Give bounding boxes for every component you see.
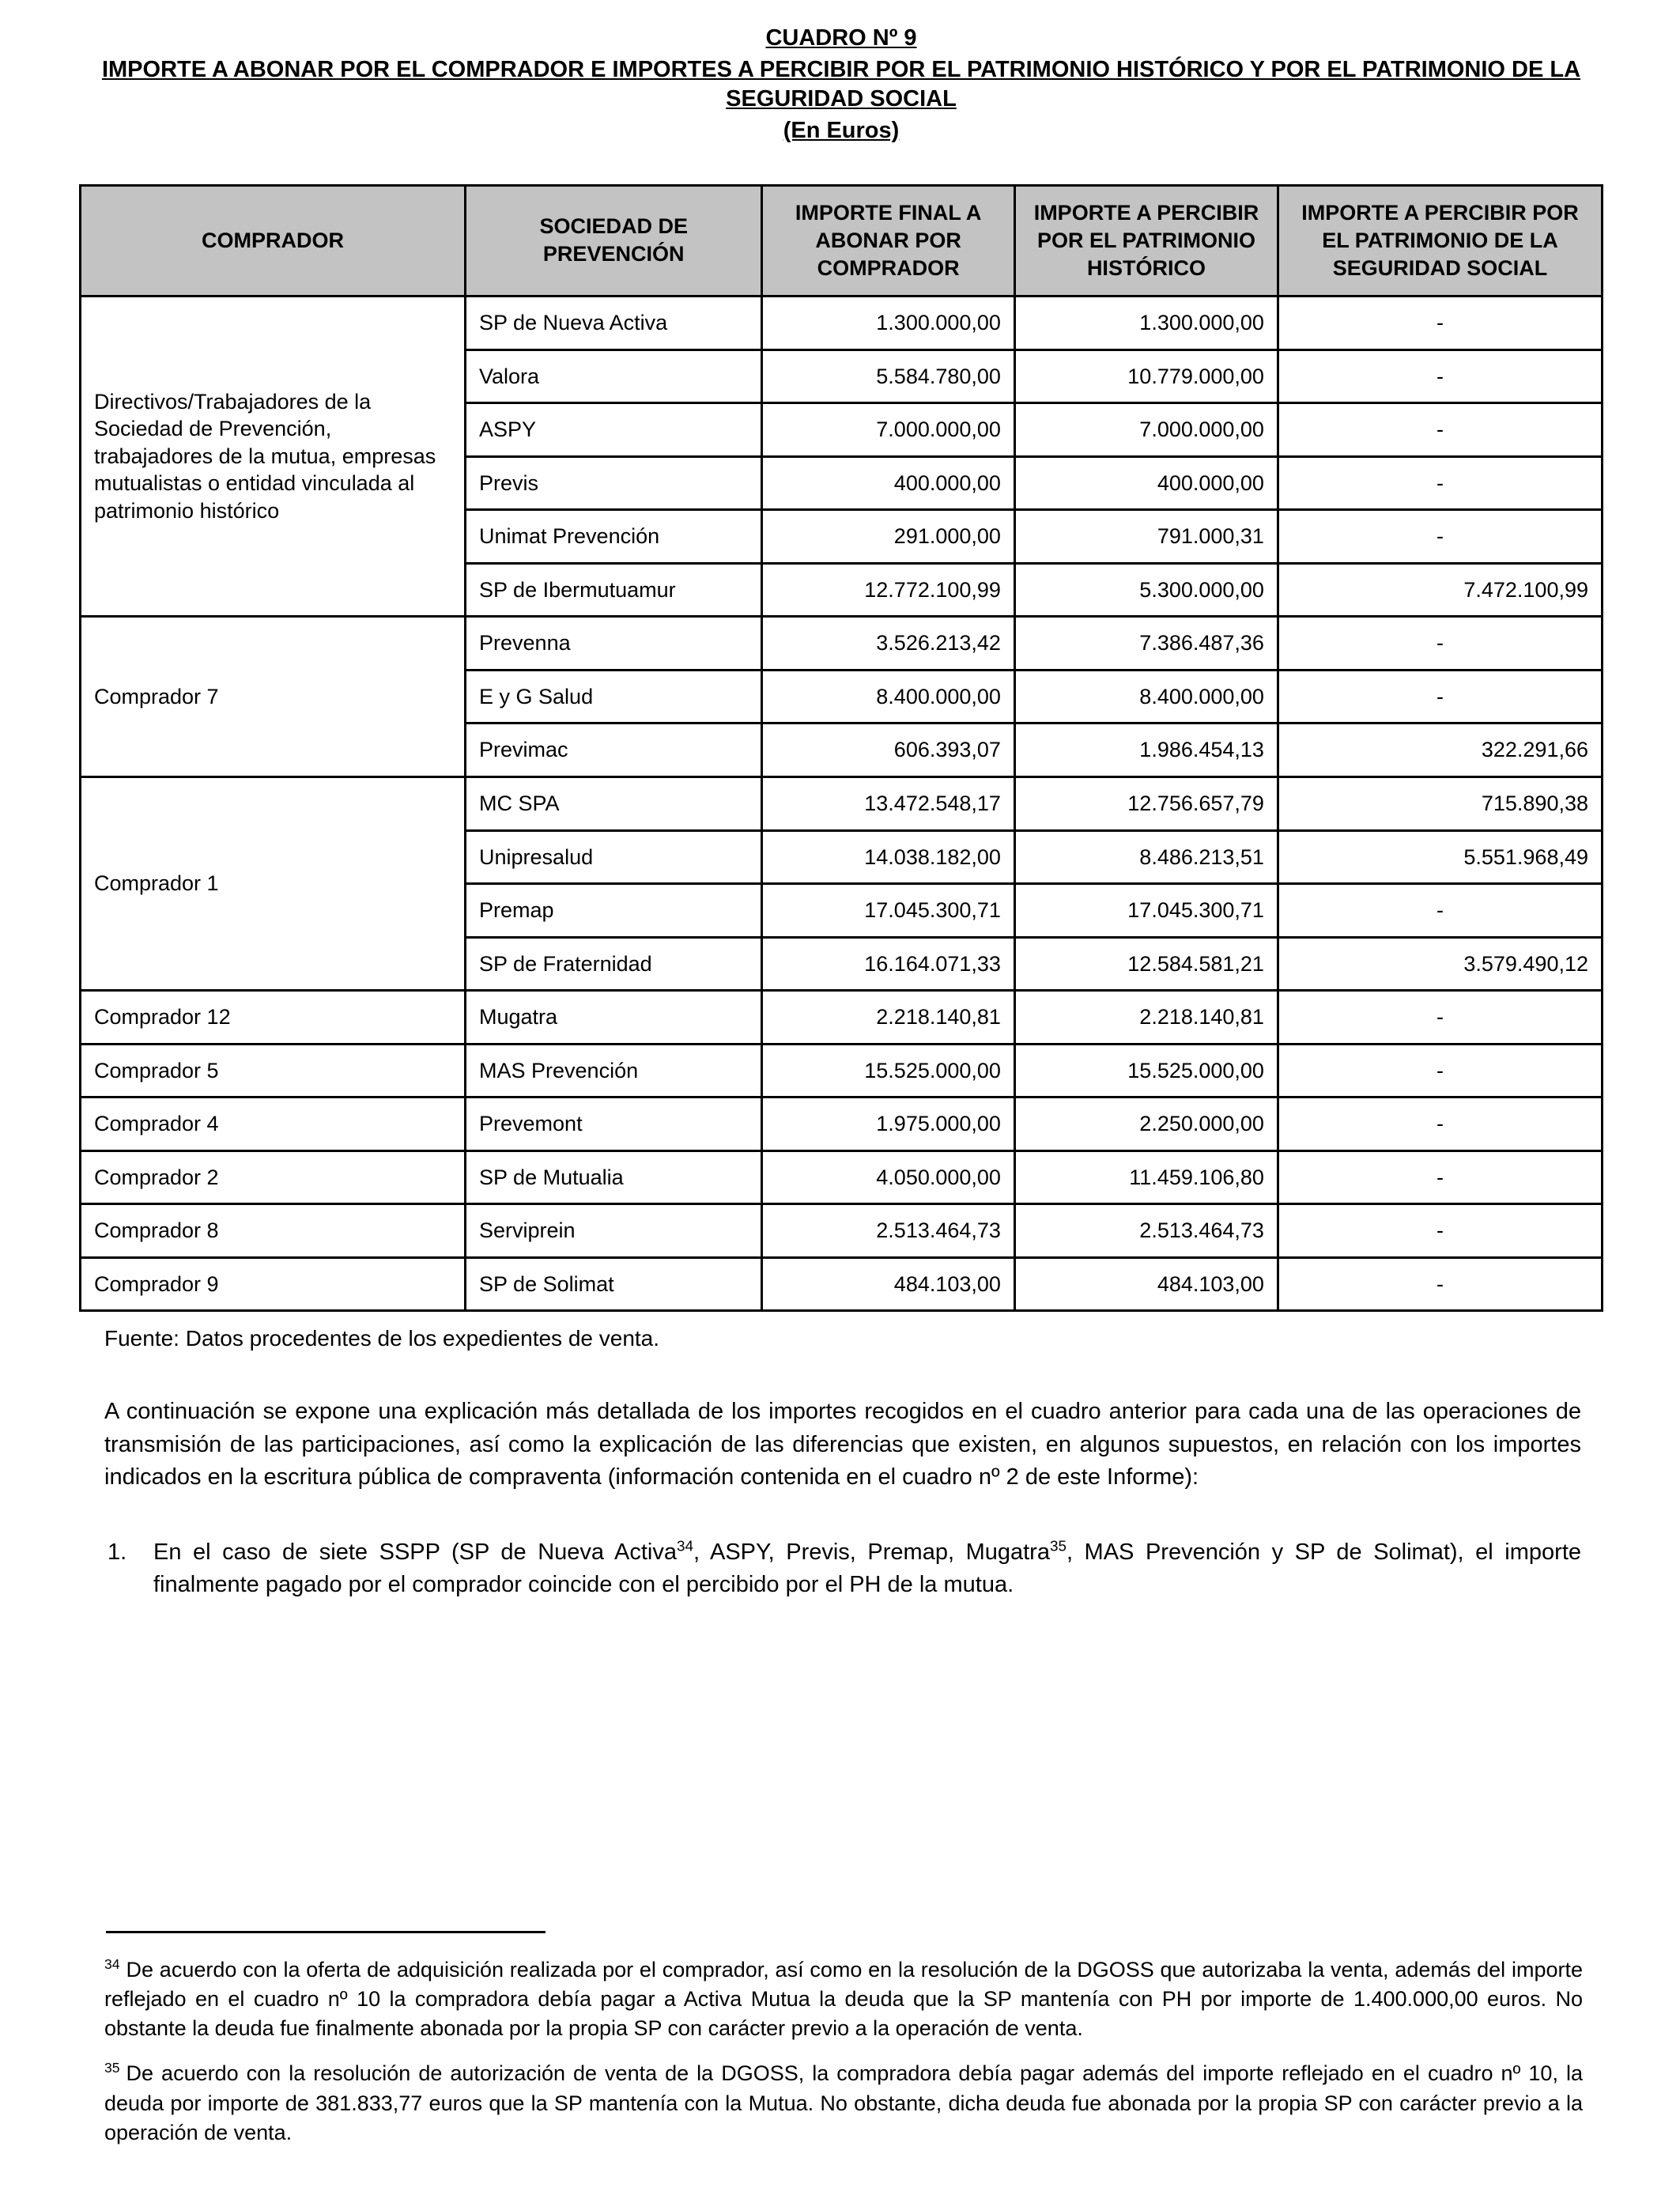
sociedad-cell: SP de Nueva Activa (466, 297, 762, 350)
importe-ph-cell: 1.986.454,13 (1014, 723, 1278, 777)
footnote-ref-35: 35 (1049, 1537, 1067, 1555)
table-row (81, 991, 1603, 1045)
sociedad-cell: SP de Fraternidad (466, 937, 762, 991)
sociedad-cell: MC SPA (466, 776, 762, 830)
importe-final-cell: 1.300.000,00 (762, 297, 1015, 350)
table-body (81, 297, 1603, 1311)
sociedad-cell: Unipresalud (466, 830, 762, 884)
list-text-part: , MAS Prevención y SP de Solimat), el importe finalmente pagado por el comprador coincide con el percibido por el PH de la mutua. (153, 1539, 1582, 1598)
importe-final-cell: 16.164.071,33 (762, 937, 1015, 991)
comprador-cell: Comprador 1 (81, 776, 466, 990)
importe-ss-cell: - (1278, 403, 1602, 457)
importe-ph-cell: 2.218.140,81 (1014, 991, 1278, 1045)
table-row (81, 297, 1603, 350)
title-line-1: CUADRO Nº 9 (765, 25, 917, 51)
importe-ph-cell: 1.300.000,00 (1014, 297, 1278, 350)
table-row (81, 617, 1603, 671)
footnote-separator (106, 1931, 546, 1933)
table-row (81, 776, 1603, 830)
importe-final-cell: 14.038.182,00 (762, 830, 1015, 884)
importe-ph-cell: 17.045.300,71 (1014, 884, 1278, 938)
importe-ss-cell: - (1278, 1150, 1602, 1204)
list-text-part: En el caso de siete SSPP (SP de Nueva Activa (153, 1539, 677, 1565)
table-row (81, 1204, 1603, 1258)
importe-ss-cell: - (1278, 297, 1602, 350)
importe-final-cell: 7.000.000,00 (762, 403, 1015, 457)
comprador-cell: Comprador 12 (81, 991, 466, 1045)
title-line-2: IMPORTE A ABONAR POR EL COMPRADOR E IMPORTES A PERCIBIR POR EL PATRIMONIO HISTÓRICO Y POR EL PATRIMONIO DE LA SEGURIDAD SOCIAL (101, 56, 1581, 112)
importe-final-cell: 400.000,00 (762, 456, 1015, 510)
importe-ss-cell: - (1278, 991, 1602, 1045)
importe-ph-cell: 400.000,00 (1014, 456, 1278, 510)
importe-ss-cell: 3.579.490,12 (1278, 937, 1602, 991)
table-row (81, 1150, 1603, 1204)
importe-ph-cell: 8.486.213,51 (1014, 830, 1278, 884)
importe-ss-cell: 5.551.968,49 (1278, 830, 1602, 884)
importe-ss-cell: - (1278, 670, 1602, 723)
importe-final-cell: 606.393,07 (762, 723, 1015, 777)
importe-ss-cell: - (1278, 510, 1602, 564)
footnote-34-number: 34 (104, 1955, 120, 1972)
sociedad-cell: ASPY (466, 403, 762, 457)
header-sociedad: SOCIEDAD DE PREVENCIÓN (466, 185, 762, 296)
table-source-note: Fuente: Datos procedentes de los expedientes de venta. (104, 1326, 660, 1351)
importe-ss-cell: - (1278, 1098, 1602, 1151)
comprador-cell: Comprador 9 (81, 1257, 466, 1311)
importe-ph-cell: 791.000,31 (1014, 510, 1278, 564)
importe-final-cell: 1.975.000,00 (762, 1098, 1015, 1151)
importe-final-cell: 12.772.100,99 (762, 563, 1015, 617)
sociedad-cell: Serviprein (466, 1204, 762, 1258)
importe-final-cell: 484.103,00 (762, 1257, 1015, 1311)
footnotes-section (79, 1931, 1603, 2164)
importe-ph-cell: 7.000.000,00 (1014, 403, 1278, 457)
comprador-cell: Comprador 4 (81, 1098, 466, 1151)
footnote-ref-34: 34 (676, 1537, 693, 1555)
table-header (81, 185, 1603, 296)
importe-ss-cell: - (1278, 1044, 1602, 1098)
importe-final-cell: 15.525.000,00 (762, 1044, 1015, 1098)
sociedad-cell: Previs (466, 456, 762, 510)
footnote-34 (104, 1955, 1583, 2044)
numbered-list (108, 1536, 1581, 1601)
sociedad-cell: Prevemont (466, 1098, 762, 1151)
sociedad-cell: MAS Prevención (466, 1044, 762, 1098)
importe-final-cell: 3.526.213,42 (762, 617, 1015, 671)
footnote-34-text: De acuerdo con la oferta de adquisición realizada por el comprador, así como en la resolución de la DGOSS que autorizaba la venta, además del importe reflejado en el cuadro nº 10 la compradora debía pagar a Activa Mutua la deuda que la SP mantenía con PH por importe de 1.400.000,00 euros. No obstante la deuda fue finalmente abonada por la propia SP con carácter previo a la operación de venta. (104, 1957, 1583, 2040)
title-line-3: (En Euros) (783, 118, 900, 144)
list-item-text (153, 1536, 1581, 1601)
importe-final-cell: 17.045.300,71 (762, 884, 1015, 938)
importe-ph-cell: 15.525.000,00 (1014, 1044, 1278, 1098)
header-importe-ss: IMPORTE A PERCIBIR POR EL PATRIMONIO DE LA SEGURIDAD SOCIAL (1278, 185, 1602, 296)
importe-ph-cell: 8.400.000,00 (1014, 670, 1278, 723)
importe-ss-cell: - (1278, 884, 1602, 938)
comprador-cell: Comprador 2 (81, 1150, 466, 1204)
list-item-number: 1. (108, 1539, 127, 1565)
comprador-cell: Comprador 7 (81, 617, 466, 777)
intro-paragraph: A continuación se expone una explicación más detallada de los importes recogidos en el cuadro anterior para cada una de las operaciones de transmisión de las participaciones, así como la explicación de las diferencias que existen, en algunos supuestos, en relación con los importes indicados en la escritura pública de compraventa (información contenida en el cuadro nº 2 de este Informe): (104, 1399, 1581, 1490)
footnote-35 (104, 2059, 1583, 2148)
importe-ss-cell: 715.890,38 (1278, 776, 1602, 830)
header-importe-ph: IMPORTE A PERCIBIR POR EL PATRIMONIO HISTÓRICO (1014, 185, 1278, 296)
importe-ph-cell: 12.584.581,21 (1014, 937, 1278, 991)
importe-final-cell: 291.000,00 (762, 510, 1015, 564)
table-row (81, 1044, 1603, 1098)
sociedad-cell: SP de Mutualia (466, 1150, 762, 1204)
importe-final-cell: 5.584.780,00 (762, 349, 1015, 403)
importe-ph-cell: 484.103,00 (1014, 1257, 1278, 1311)
sociedad-cell: Valora (466, 349, 762, 403)
sociedad-cell: E y G Salud (466, 670, 762, 723)
importe-final-cell: 2.513.464,73 (762, 1204, 1015, 1258)
sociedad-cell: Mugatra (466, 991, 762, 1045)
importe-ss-cell: - (1278, 456, 1602, 510)
importe-ph-cell: 7.386.487,36 (1014, 617, 1278, 671)
importe-ph-cell: 2.513.464,73 (1014, 1204, 1278, 1258)
sociedad-cell: Previmac (466, 723, 762, 777)
sociedad-cell: Unimat Prevención (466, 510, 762, 564)
importe-ss-cell: 7.472.100,99 (1278, 563, 1602, 617)
importe-ph-cell: 11.459.106,80 (1014, 1150, 1278, 1204)
importe-final-cell: 2.218.140,81 (762, 991, 1015, 1045)
document-title (79, 24, 1603, 146)
table-header-row (81, 185, 1603, 296)
comprador-cell: Comprador 8 (81, 1204, 466, 1258)
sociedad-cell: SP de Solimat (466, 1257, 762, 1311)
importe-final-cell: 8.400.000,00 (762, 670, 1015, 723)
sociedad-cell: Prevenna (466, 617, 762, 671)
importe-ss-cell: - (1278, 617, 1602, 671)
importe-ph-cell: 10.779.000,00 (1014, 349, 1278, 403)
list-item-1 (108, 1536, 1581, 1601)
table-row (81, 1098, 1603, 1151)
importe-final-cell: 13.472.548,17 (762, 776, 1015, 830)
header-importe-final: IMPORTE FINAL A ABONAR POR COMPRADOR (762, 185, 1015, 296)
importe-ph-cell: 5.300.000,00 (1014, 563, 1278, 617)
sociedad-cell: SP de Ibermutuamur (466, 563, 762, 617)
importe-ss-cell: - (1278, 1257, 1602, 1311)
importe-ph-cell: 12.756.657,79 (1014, 776, 1278, 830)
sociedad-cell: Premap (466, 884, 762, 938)
footnote-35-number: 35 (104, 2060, 120, 2076)
importes-table (79, 184, 1603, 1313)
footnote-35-text: De acuerdo con la resolución de autorización de venta de la DGOSS, la compradora debía pagar además del importe reflejado en el cuadro nº 10, la deuda por importe de 381.833,77 euros que la SP mantenía con la Mutua. No obstante, dicha deuda fue abonada por la propia SP con carácter previo a la operación de venta. (104, 2061, 1583, 2144)
importe-ss-cell: - (1278, 349, 1602, 403)
header-comprador: COMPRADOR (81, 185, 466, 296)
importe-ss-cell: 322.291,66 (1278, 723, 1602, 777)
importe-ph-cell: 2.250.000,00 (1014, 1098, 1278, 1151)
table-row (81, 1257, 1603, 1311)
list-text-part: , ASPY, Previs, Premap, Mugatra (693, 1539, 1050, 1565)
importe-ss-cell: - (1278, 1204, 1602, 1258)
comprador-cell: Comprador 5 (81, 1044, 466, 1098)
importe-final-cell: 4.050.000,00 (762, 1150, 1015, 1204)
comprador-cell: Directivos/Trabajadores de la Sociedad de Prevención, trabajadores de la mutua, empresas mutualistas o entidad vinculada al patrimonio histórico (81, 297, 466, 617)
